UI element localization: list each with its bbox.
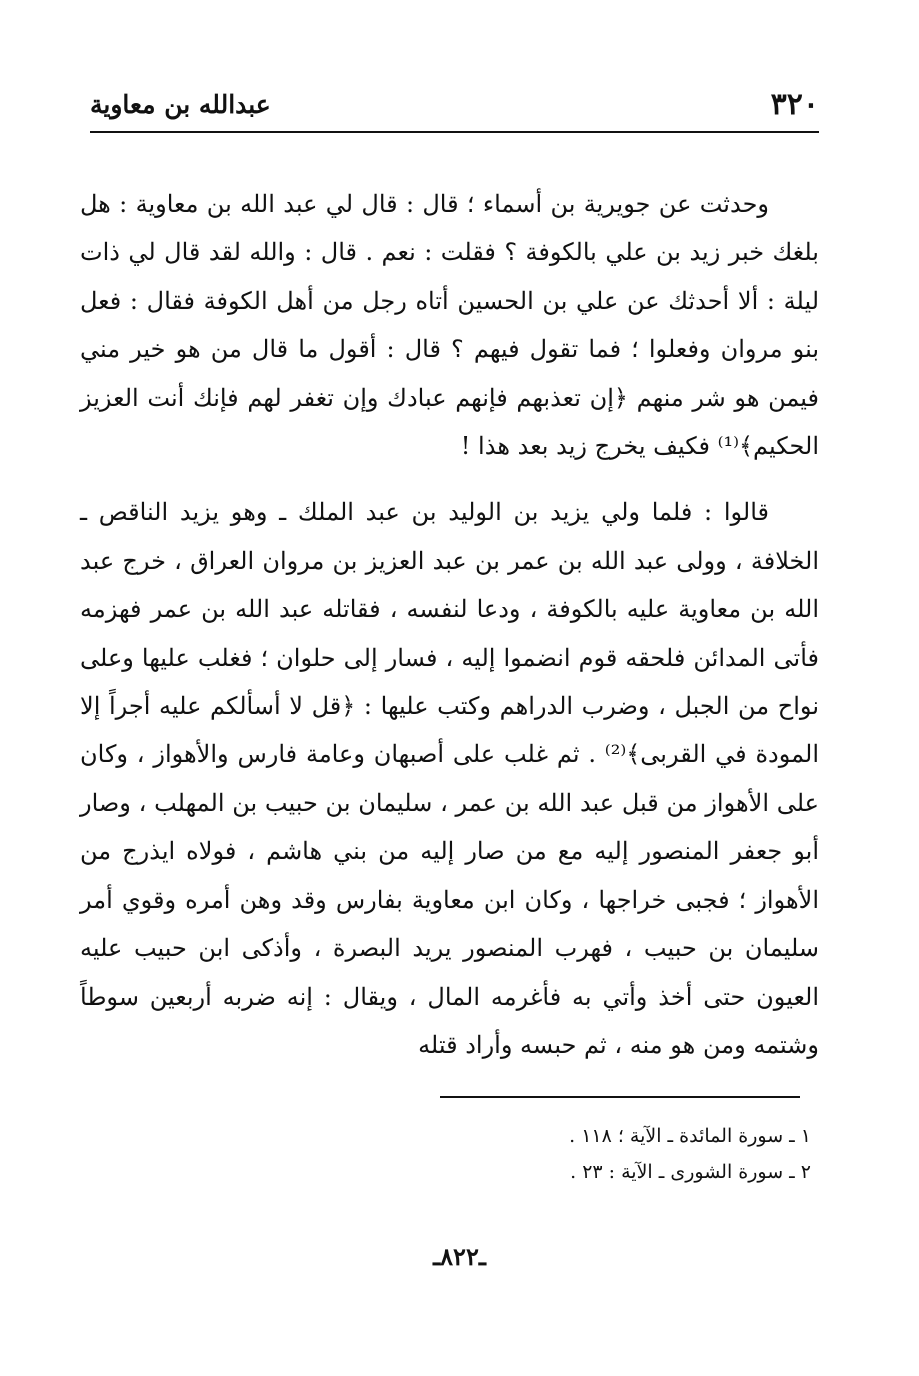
header-page-number: ٣٢٠: [770, 86, 819, 122]
folio-page-number: ـ٨٢٢ـ: [433, 1242, 486, 1271]
footnote-rule: [440, 1096, 800, 1098]
footnotes: [90, 1118, 811, 1190]
paragraph-2: قالوا : فلما ولي يزيد بن الوليد بن عبد الملك ـ وهو يزيد الناقص ـ الخلافة ، وولى عبد الله بن عمر بن عبد العزيز بن مروان العراق ، خرج عبد الله بن معاوية عليه بالكوفة ، ودعا لنفسه ، فقاتله عبد الله بن عمر فهزمه فأتى المدائن فلحقه قوم انضموا إليه ، فسار إلى حلوان ؛ فغلب عليها وعلى نواح من الجبل ، وضرب الدراهم وكتب عليها : ﴿قل لا أسألكم عليه أجراً إلا المودة في القربى﴾⁽²⁾ . ثم غلب على أصبهان وعامة فارس والأهواز ، وكان على الأهواز من قبل عبد الله بن عمر ، سليمان بن حبيب بن المهلب ، وصار أبو جعفر المنصور إليه مع من صار إليه من بني هاشم ، فولاه ايذرج من الأهواز ؛ فجبى خراجها ، وكان ابن معاوية بفارس وقد وهن أمره وقوي أمر سليمان بن حبيب ، فهرب المنصور يريد البصرة ، وأذكى ابن حبيب عليه العيون حتى أخذ وأتي به فأغرمه المال ، ويقال : إنه ضربه أربعين سوطاً وشتمه ومن هو منه ، ثم حبسه وأراد قتله: [80, 498, 820, 1059]
footnote-2: ٢ ـ سورة الشورى ـ الآية : ٢٣ .: [570, 1161, 811, 1183]
header-rule: [90, 131, 819, 133]
body-text: [80, 180, 819, 1069]
header-title: عبدالله بن معاوية: [90, 89, 271, 119]
running-header: [90, 82, 819, 126]
paragraph-1: وحدثت عن جويرية بن أسماء ؛ قال : قال لي عبد الله بن معاوية : هل بلغك خبر زيد بن علي بالكوفة ؟ فقلت : نعم . قال : والله لقد قال لي ذات ليلة : ألا أحدثك عن علي بن الحسين أتاه رجل من أهل الكوفة فقال : فعل بنو مروان وفعلوا ؛ فما تقول فيهم ؟ قال : أقول ما قال من هو خير مني فيمن هو شر منهم ﴿إن تعذبهم فإنهم عبادك وإن تغفر لهم فإنك أنت العزيز الحكيم﴾⁽¹⁾ فكيف يخرج زيد بعد هذا !: [80, 190, 820, 461]
footnote-1: ١ ـ سورة المائدة ـ الآية ؛ ١١٨ .: [569, 1125, 811, 1147]
